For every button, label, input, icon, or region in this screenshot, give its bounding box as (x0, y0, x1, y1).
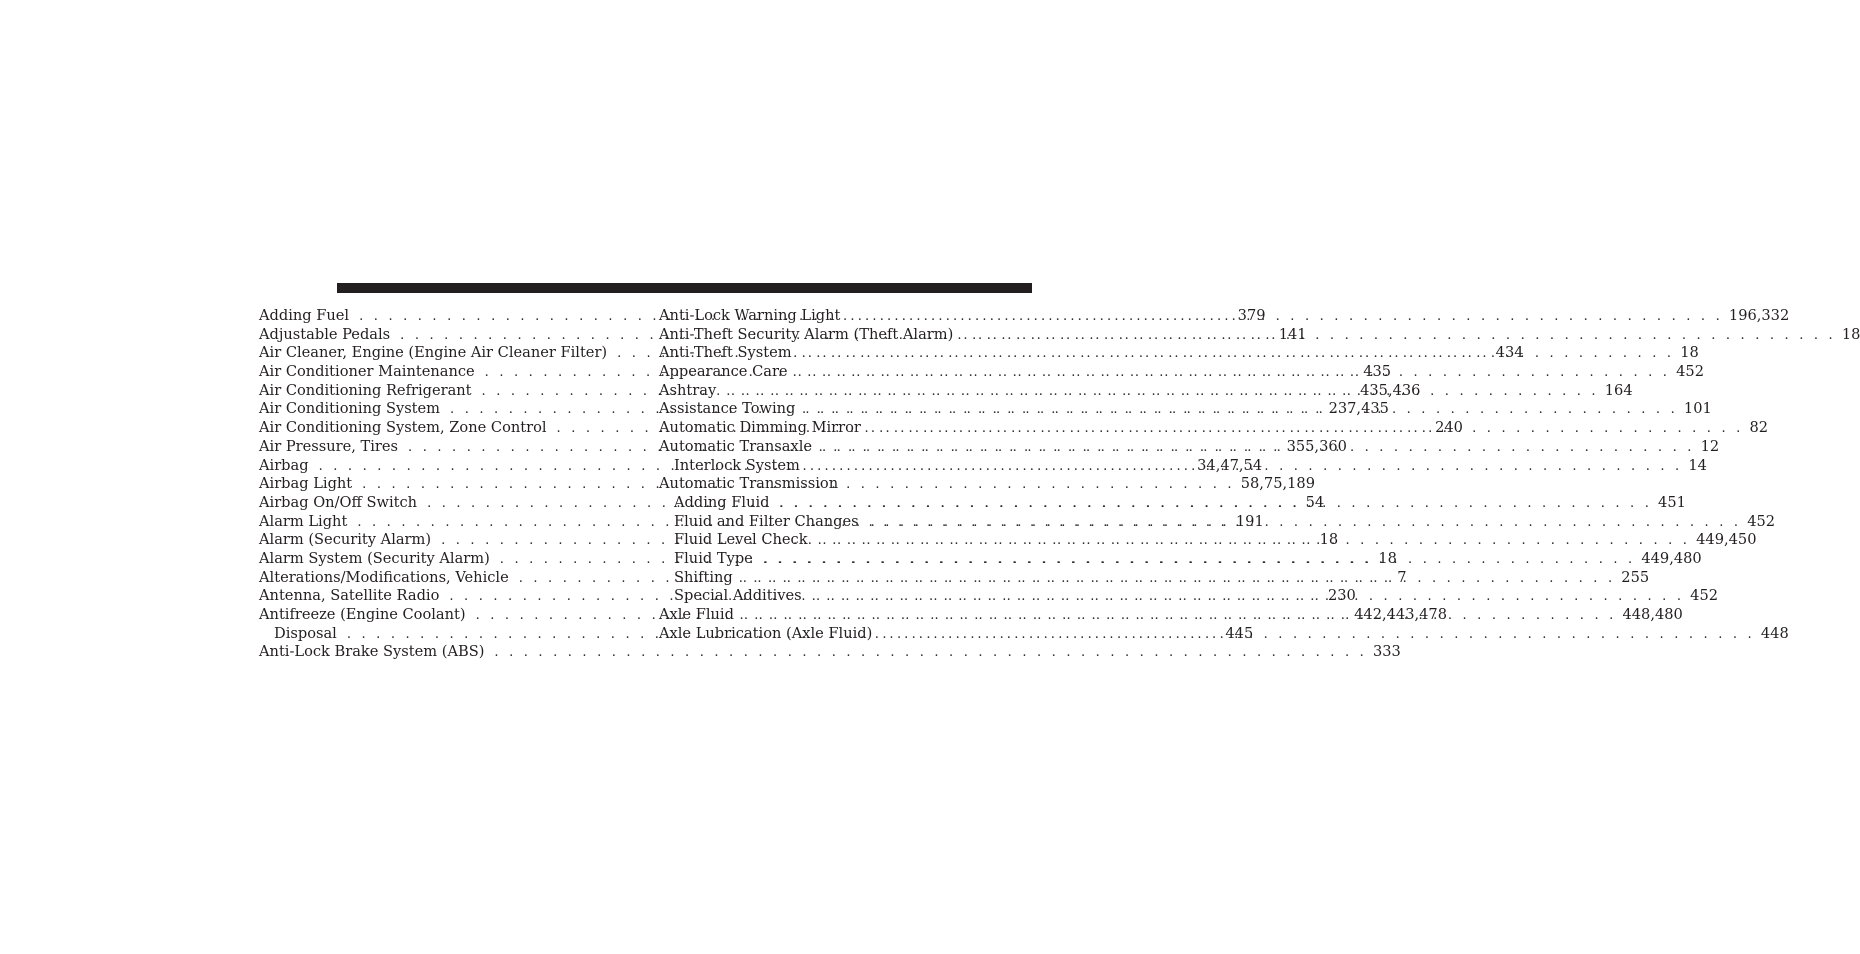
entry-page-numbers: 14 (1688, 456, 1707, 474)
entry-page-numbers: 452 (1690, 587, 1719, 605)
entry-page-numbers: 449,450 (1696, 531, 1757, 549)
entry-page-numbers: 448,480 (1622, 606, 1683, 623)
entry-page-numbers: 448 (1760, 624, 1789, 642)
entry-page-numbers: 449,480 (1641, 549, 1702, 567)
entry-page-numbers: 18 (1841, 325, 1860, 343)
entry-label: Automatic Dimming Mirror (659, 419, 861, 437)
entry-page-numbers: 101 (1683, 400, 1712, 418)
dot-leader (792, 345, 1681, 364)
entry-label: Air Conditioning Refrigerant (259, 381, 472, 399)
entry-label: Alarm Light (259, 512, 348, 530)
dot-leader (484, 644, 1373, 663)
entry-page-numbers: 58,75,189 (1240, 475, 1315, 493)
entry-label: Air Conditioner Maintenance (259, 363, 475, 381)
entry-label: Anti-Theft System (659, 344, 792, 362)
entry-page-numbers: 435,436 (1360, 381, 1421, 399)
entry-page-numbers: 18 (1319, 531, 1339, 549)
dot-leader (861, 420, 1750, 439)
entry-page-numbers: 54 (1305, 493, 1325, 511)
entry-label: Automatic Transaxle (659, 437, 813, 455)
entry-label: Antenna, Satellite Radio (259, 587, 440, 605)
entry-label: Airbag On/Off Switch (259, 493, 418, 511)
entry-label: Air Conditioning System, Zone Control (259, 419, 547, 437)
entry-label: Axle Fluid (659, 606, 734, 623)
entry-page-numbers: 230 (1327, 587, 1356, 605)
index-subentry (659, 568, 1650, 588)
dot-leader (769, 495, 1658, 514)
entry-page-numbers: 196,332 (1728, 307, 1790, 324)
entry-page-numbers: 191 (1235, 512, 1264, 530)
entry-label: Appearance Care (659, 363, 788, 381)
entry-label: Fluid Type (674, 549, 753, 567)
dot-leader (716, 383, 1605, 402)
entry-page-numbers: 141 (1278, 325, 1307, 343)
entry-label: Shifting (674, 568, 733, 586)
dot-leader (800, 458, 1689, 477)
entry-page-numbers: 164 (1604, 381, 1633, 399)
entry-label: Interlock System (674, 456, 800, 474)
entry-page-numbers: 18 (1680, 344, 1699, 362)
entry-label: Automatic Transmission (659, 475, 839, 493)
entry-label: Airbag Light (259, 475, 353, 493)
entry-label: Special Additives (674, 587, 802, 605)
entry-label: Anti-Lock Warning Light (659, 307, 841, 324)
entry-label: Ashtray (659, 381, 717, 399)
index-entry (259, 643, 1401, 662)
entry-page-numbers: 34,47,54 (1197, 456, 1263, 474)
entry-label: Airbag (259, 456, 309, 474)
entry-label: Adding Fluid (674, 493, 770, 511)
entry-label: Air Conditioning System (259, 400, 441, 418)
dot-leader (795, 401, 1684, 420)
dot-leader (808, 532, 1697, 551)
entry-label: Anti-Lock Brake System (ABS) (259, 643, 485, 661)
header-rule (337, 283, 1032, 293)
entry-page-numbers: 333 (1372, 643, 1401, 661)
entry-label: Air Pressure, Tires (259, 437, 399, 455)
index-entry (659, 475, 1032, 494)
dot-leader (812, 439, 1701, 458)
entry-page-numbers: 237,435 (1328, 400, 1389, 418)
entry-label: Adding Fuel (259, 307, 350, 324)
entry-page-numbers: 7 (1397, 568, 1407, 586)
entry-page-numbers: 452 (1676, 363, 1704, 381)
entry-page-numbers: 355,360 (1286, 437, 1347, 455)
entry-label: Assistance Towing (659, 400, 796, 418)
entry-label: Alarm System (Security Alarm) (259, 549, 490, 567)
entry-page-numbers: 451 (1658, 493, 1686, 511)
entry-page-numbers: 445 (1225, 624, 1254, 642)
dot-leader (753, 551, 1642, 570)
entry-label: Alterations/Modifications, Vehicle (259, 568, 509, 586)
entry-label: Axle Lubrication (Axle Fluid) (659, 624, 873, 642)
entry-page-numbers: 442,443,478 (1354, 606, 1447, 623)
dot-leader (859, 514, 1748, 533)
dot-leader (953, 327, 1842, 346)
entry-page-numbers: 255 (1621, 568, 1650, 586)
dot-leader (802, 588, 1691, 607)
entry-page-numbers: 434 (1495, 344, 1524, 362)
entry-page-numbers: 435 (1363, 363, 1392, 381)
entry-label: Antifreeze (Engine Coolant) (259, 606, 466, 623)
entry-label: Air Cleaner, Engine (Engine Air Cleaner Filter) (259, 344, 608, 362)
dot-leader (734, 607, 1623, 626)
entry-label: Alarm (Security Alarm) (259, 531, 432, 549)
entry-page-numbers: 452 (1747, 512, 1776, 530)
entry-page-numbers: 379 (1237, 307, 1266, 324)
entry-label: Disposal (274, 624, 337, 642)
dot-leader (733, 570, 1622, 589)
entry-label: Fluid Level Check (674, 531, 808, 549)
entry-page-numbers: 18 (1378, 549, 1397, 567)
entry-label: Fluid and Filter Changes (674, 512, 859, 530)
dot-leader (840, 308, 1729, 327)
entry-label: Adjustable Pedals (259, 325, 391, 343)
dot-leader (788, 364, 1677, 383)
entry-page-numbers: 82 (1749, 419, 1769, 437)
entry-page-numbers: 12 (1700, 437, 1720, 455)
dot-leader (872, 626, 1761, 645)
entry-label: Anti-Theft Security Alarm (Theft Alarm) (659, 325, 954, 343)
entry-page-numbers: 240 (1435, 419, 1463, 437)
